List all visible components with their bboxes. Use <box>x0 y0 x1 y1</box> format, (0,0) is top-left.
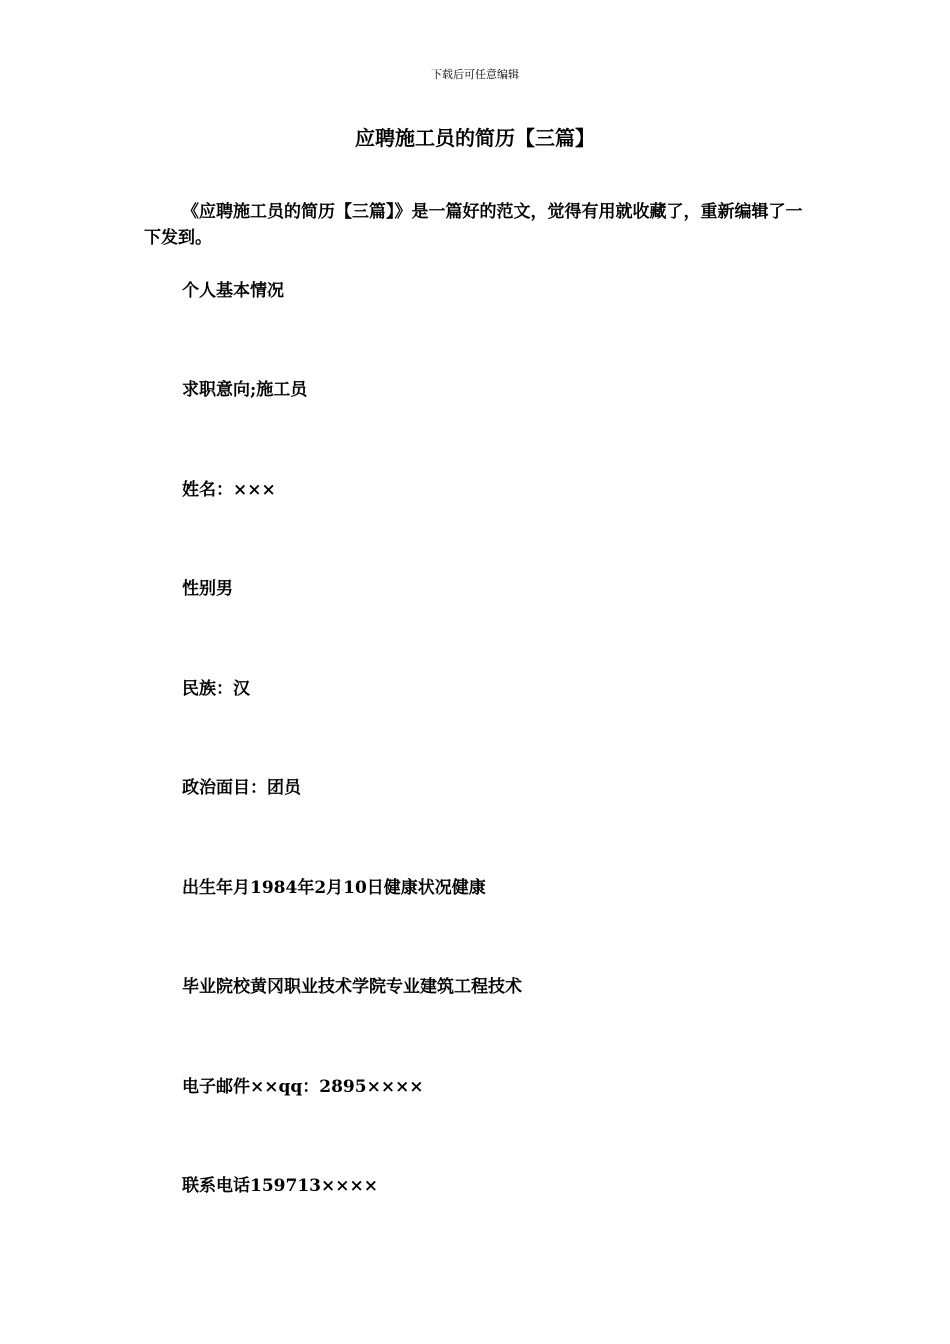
intro-paragraph: 《应聘施工员的简历【三篇】》是一篇好的范文，觉得有用就收藏了，重新编辑了一下发到。 <box>144 202 803 248</box>
field-phone: 联系电话159713×××× <box>182 1176 378 1196</box>
document-title: 应聘施工员的简历【三篇】 <box>355 126 595 150</box>
field-gender: 性别男 <box>182 579 233 599</box>
field-email-qq: 电子邮件××qq：2895×××× <box>182 1077 424 1097</box>
field-political-status: 政治面目：团员 <box>182 778 301 798</box>
field-job-intention: 求职意向;施工员 <box>182 380 308 400</box>
section-heading-basic-info: 个人基本情况 <box>182 281 284 301</box>
header-note: 下载后可任意编辑 <box>431 68 519 81</box>
field-birth-health: 出生年月1984年2月10日健康状况健康 <box>182 878 486 898</box>
field-ethnicity: 民族：汉 <box>182 679 250 699</box>
field-name: 姓名：××× <box>182 480 276 500</box>
field-school-major: 毕业院校黄冈职业技术学院专业建筑工程技术 <box>182 977 522 997</box>
